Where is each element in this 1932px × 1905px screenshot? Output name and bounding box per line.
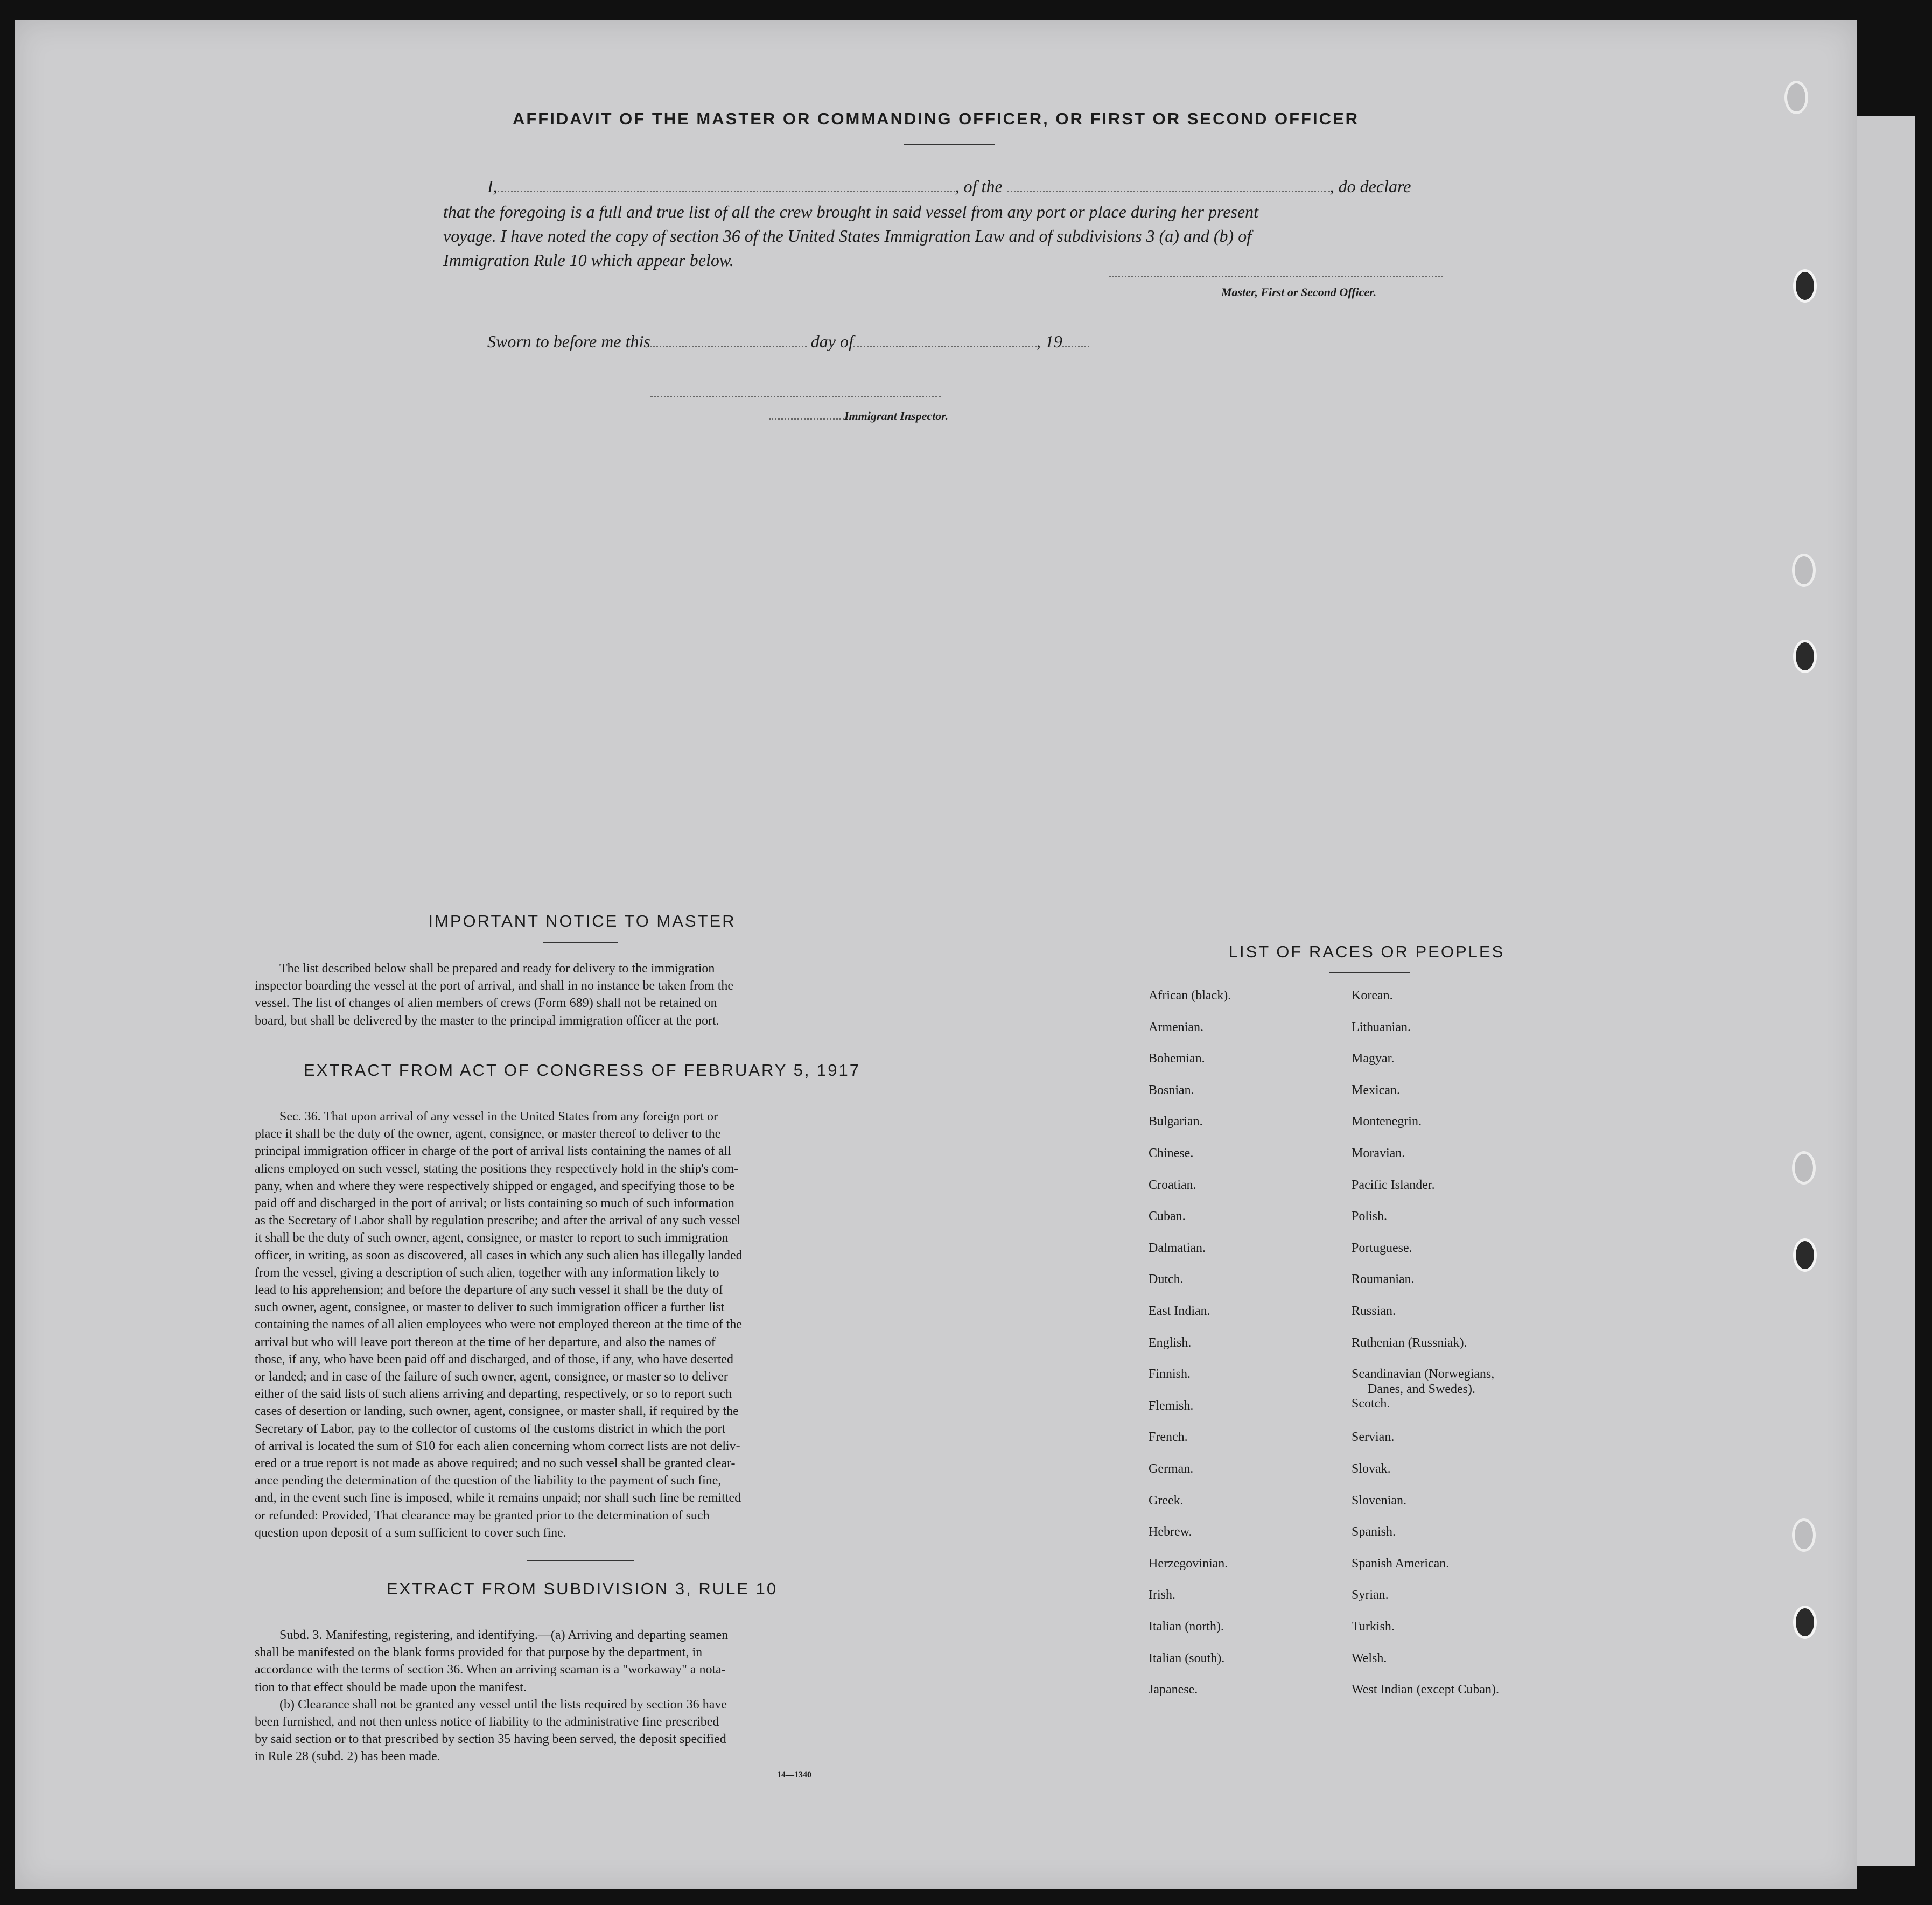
race-item: Roumanian.	[1352, 1272, 1415, 1287]
text-line: such owner, agent, consignee, or master to deliver to such immigration officer a further list	[255, 1300, 725, 1315]
name-blank[interactable]	[498, 179, 955, 192]
affidavit-line-4: Immigration Rule 10 which appear below.	[443, 250, 734, 270]
text-line: by said section or to that prescribed by section 35 having been served, the deposit specified	[255, 1732, 726, 1747]
text-line: of arrival is located the sum of $10 for each alien concerning whom correct lists are not deliv-	[255, 1439, 740, 1453]
text-line: containing the names of all alien employees who were not employed thereon at the time of the	[255, 1318, 743, 1332]
rule-extract-text	[255, 1627, 879, 1766]
text-line: Sec. 36. That upon arrival of any vessel in the United States from any foreign port or	[279, 1110, 718, 1124]
race-item: Herzegovinian.	[1149, 1556, 1228, 1571]
text-line: lead to his apprehension; and before the departure of any such vessel it shall be the duty of	[255, 1283, 723, 1298]
race-item: Servian.	[1352, 1430, 1395, 1445]
race-item: West Indian (except Cuban).	[1352, 1683, 1499, 1697]
text-line: either of the said lists of such aliens arriving and departing, respectively, or so to report such	[255, 1387, 732, 1402]
race-item: Italian (south).	[1149, 1651, 1225, 1665]
text-line: pany, when and where they were respectively shipped or engaged, and specifying those to be	[255, 1179, 735, 1193]
race-item: Chinese.	[1149, 1146, 1194, 1160]
race-item: Mexican.	[1352, 1083, 1400, 1097]
race-item: Croatian.	[1149, 1178, 1196, 1192]
form-number: 14—1340	[777, 1770, 811, 1780]
race-item: Bulgarian.	[1149, 1115, 1203, 1129]
notice-line: The list described below shall be prepared and ready for delivery to the immigration	[279, 962, 715, 976]
text-line: shall be manifested on the blank forms provided for that purpose by the department, in	[255, 1645, 703, 1660]
underlying-page	[1852, 116, 1915, 1866]
affidavit-of-the: , of the	[955, 177, 1003, 196]
text-line: cases of desertion or landing, such owner, agent, consignee, or master shall, if required by the	[255, 1404, 739, 1419]
text-line: ered or a true report is not made as above required; and no such vessel shall be granted clear-	[255, 1456, 736, 1471]
race-item: Welsh.	[1352, 1651, 1387, 1665]
act-extract-text	[255, 1108, 879, 1542]
race-item: Magyar.	[1352, 1052, 1395, 1066]
race-item: Finnish.	[1149, 1367, 1191, 1382]
signature-label: Master, First or Second Officer.	[1221, 285, 1377, 299]
text-line: arrival but who will leave port thereon at the time of her departure, and also the names of	[255, 1335, 716, 1349]
race-item: Ruthenian (Russniak).	[1352, 1335, 1467, 1350]
inspector-label: Immigrant Inspector.	[844, 409, 949, 423]
text-line: or refunded: Provided, That clearance may be granted prior to the determination of such	[255, 1508, 710, 1523]
race-item: English.	[1149, 1335, 1192, 1350]
race-item: Scotch.	[1352, 1396, 1390, 1411]
notice-title: IMPORTANT NOTICE TO MASTER	[428, 912, 736, 930]
text-line: from the vessel, giving a description of such alien, together with any information likely to	[255, 1265, 719, 1280]
race-item: Spanish American.	[1352, 1556, 1450, 1571]
inspector-signature-blank[interactable]	[650, 384, 941, 397]
notice-line: vessel. The list of changes of alien members of crews (Form 689) shall not be retained on	[255, 996, 717, 1011]
text-line: tion to that effect should be made upon the manifest.	[255, 1680, 527, 1694]
affidavit-first-line	[487, 177, 1411, 197]
races-rule	[1329, 972, 1410, 973]
affidavit-title: AFFIDAVIT OF THE MASTER OR COMMANDING OFFICER, OR FIRST OR SECOND OFFICER	[512, 109, 1360, 128]
rule-extract-divider	[527, 1560, 634, 1561]
signature-blank[interactable]	[1109, 264, 1443, 277]
race-item: Polish.	[1352, 1209, 1388, 1224]
binder-hole-icon	[1792, 554, 1816, 587]
text-line: it shall be the duty of such owner, agent, consignee, or master to report to such immigration	[255, 1231, 729, 1245]
race-item: Armenian.	[1149, 1020, 1203, 1034]
races-title: LIST OF RACES OR PEOPLES	[1228, 942, 1505, 961]
year-blank[interactable]	[1062, 334, 1089, 347]
race-item: Irish.	[1149, 1588, 1175, 1602]
text-line: and, in the event such fine is imposed, while it remains unpaid; nor shall such fine be remitted	[255, 1491, 741, 1505]
text-line: ance pending the determination of the question of the liability to the payment of such fine,	[255, 1474, 722, 1488]
race-item: Russian.	[1352, 1304, 1396, 1318]
binder-hole-icon	[1793, 1238, 1817, 1272]
affidavit-declare: , do declare	[1329, 177, 1411, 196]
text-line: those, if any, who have been paid off and discharged, and of those, if any, who have deserted	[255, 1352, 734, 1367]
binder-hole-icon	[1792, 1151, 1816, 1185]
race-item: East Indian.	[1149, 1304, 1210, 1318]
race-item: Montenegrin.	[1352, 1115, 1422, 1129]
notice-text	[255, 960, 879, 1029]
race-item: Slovenian.	[1352, 1493, 1406, 1508]
race-item: Dalmatian.	[1149, 1241, 1206, 1255]
affidavit-line-3: voyage. I have noted the copy of section 36 of the United States Immigration Law and of subdivisions 3 (a) and (b) of	[443, 226, 1252, 246]
binder-hole-icon	[1793, 1606, 1817, 1639]
binder-hole-icon	[1793, 269, 1817, 303]
race-item: Lithuanian.	[1352, 1020, 1411, 1034]
race-item: Italian (north).	[1149, 1620, 1224, 1634]
text-line: principal immigration officer in charge of the port of arrival lists containing the names of all	[255, 1144, 731, 1159]
text-line: accordance with the terms of section 36. When an arriving seaman is a "workaway" a nota-	[255, 1663, 726, 1677]
affidavit-line-2: that the foregoing is a full and true list of all the crew brought in said vessel from any port or place during her present	[443, 202, 1258, 221]
text-line: Subd. 3. Manifesting, registering, and identifying.—(a) Arriving and departing seamen	[279, 1628, 729, 1642]
sworn-day-of: day of	[810, 332, 853, 351]
day-blank[interactable]	[650, 334, 807, 347]
race-item: Pacific Islander.	[1352, 1178, 1435, 1192]
race-item: Moravian.	[1352, 1146, 1405, 1160]
notice-rule	[543, 942, 618, 943]
text-line: place it shall be the duty of the owner, agent, consignee, or master thereof to deliver to the	[255, 1127, 721, 1141]
title-rule	[904, 144, 995, 145]
race-item: Slovak.	[1352, 1462, 1391, 1476]
binder-hole-icon	[1793, 640, 1817, 673]
month-blank[interactable]	[853, 334, 1037, 347]
race-item: Hebrew.	[1149, 1525, 1192, 1539]
race-item: Dutch.	[1149, 1272, 1184, 1287]
binder-hole-icon	[1792, 1518, 1816, 1552]
sworn-year: , 19	[1036, 332, 1062, 351]
race-item: Danes, and Swedes).	[1368, 1382, 1475, 1397]
race-item: Flemish.	[1149, 1398, 1194, 1413]
affidavit-i: I,	[487, 177, 498, 196]
notice-line: inspector boarding the vessel at the port of arrival, and shall in no instance be taken from the	[255, 979, 734, 993]
text-line: officer, in writing, as soon as discovered, all cases in which any such alien has illegally landed	[255, 1248, 743, 1263]
race-item: Turkish.	[1352, 1620, 1395, 1634]
sworn-prefix: Sworn to before me this	[487, 332, 650, 351]
text-line: or landed; and in case of the failure of such owner, agent, consignee, or master so to deliver	[255, 1370, 728, 1384]
race-item: German.	[1149, 1462, 1194, 1476]
race-item: Japanese.	[1149, 1683, 1198, 1697]
text-line: paid off and discharged in the port of arrival; or lists containing so much of such information	[255, 1196, 734, 1211]
race-item: Korean.	[1352, 989, 1393, 1003]
text-line: (b) Clearance shall not be granted any vessel until the lists required by section 36 have	[279, 1697, 727, 1712]
text-line: question upon deposit of a sum sufficient to cover such fine.	[255, 1525, 566, 1540]
race-item: French.	[1149, 1430, 1188, 1445]
text-line: been furnished, and not then unless notice of liability to the administrative fine prescribed	[255, 1715, 719, 1729]
text-line: in Rule 28 (subd. 2) has been made.	[255, 1749, 440, 1764]
race-item: African (black).	[1149, 989, 1231, 1003]
vessel-blank[interactable]	[1007, 179, 1330, 192]
act-extract-title: EXTRACT FROM ACT OF CONGRESS OF FEBRUARY 5, 1917	[303, 1061, 861, 1080]
race-item: Portuguese.	[1352, 1241, 1412, 1255]
rule-extract-title: EXTRACT FROM SUBDIVISION 3, RULE 10	[386, 1579, 778, 1598]
sworn-line	[487, 332, 1089, 352]
inspector-line	[769, 409, 948, 423]
race-item: Scandinavian (Norwegians,	[1352, 1367, 1495, 1382]
notice-line: board, but shall be delivered by the master to the principal immigration officer at the port.	[255, 1013, 719, 1028]
race-item: Syrian.	[1352, 1588, 1389, 1602]
text-line: aliens employed on such vessel, stating the positions they respectively hold in the ship's com-	[255, 1161, 739, 1176]
text-line: Secretary of Labor, pay to the collector of customs of the customs district in which the port	[255, 1421, 726, 1436]
race-item: Greek.	[1149, 1493, 1184, 1508]
inspector-blank	[769, 410, 844, 420]
race-item: Spanish.	[1352, 1525, 1396, 1539]
text-line: as the Secretary of Labor shall by regulation prescribe; and after the arrival of any such vessel	[255, 1214, 741, 1228]
race-item: Bosnian.	[1149, 1083, 1194, 1097]
race-item: Bohemian.	[1149, 1052, 1205, 1066]
race-item: Cuban.	[1149, 1209, 1186, 1224]
document-page	[15, 20, 1857, 1889]
